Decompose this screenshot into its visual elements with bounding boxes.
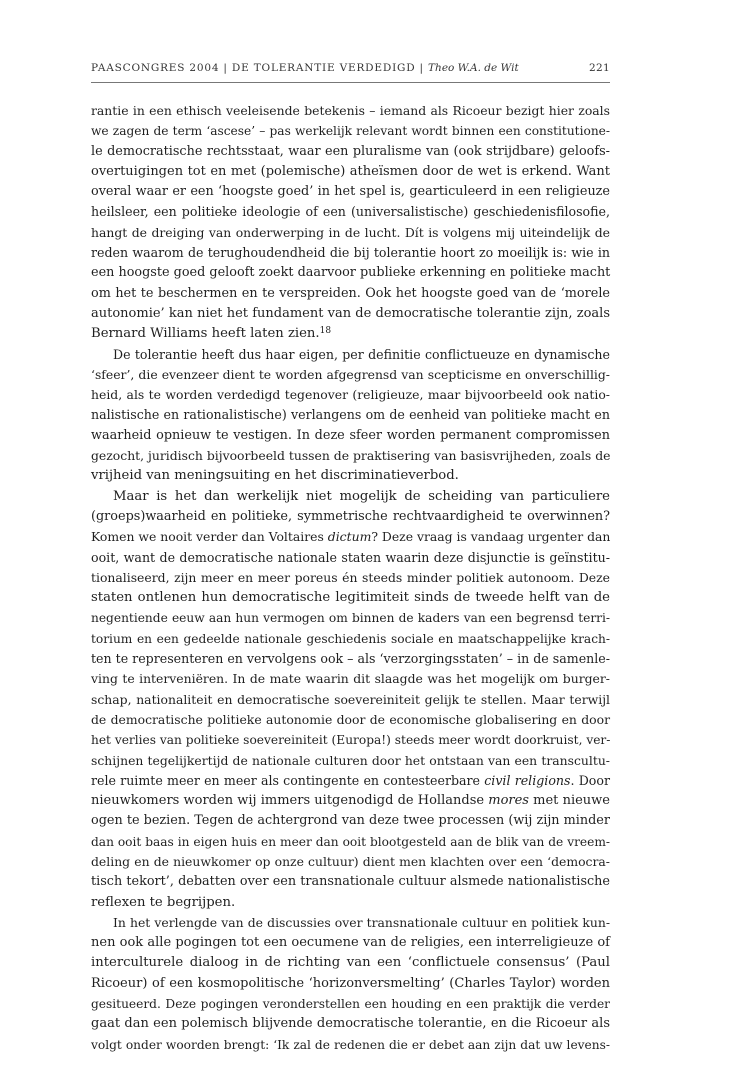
running-header — [91, 62, 610, 80]
text-line: ogen te bezien. Tegen de achtergrond van deze twee processen (wij zijn minder — [91, 813, 610, 829]
text-line: reden waarom de terughoudendheid die bij tolerantie hoort zo moeilijk is: wie in — [91, 245, 610, 261]
text-line: schijnen tegelijkertijd de nationale culturen door het ontstaan van een transcultu- — [91, 752, 610, 768]
text-line: vrijheid van meningsuiting en het discriminatieverbod. — [91, 468, 459, 484]
text-line: dan ooit baas in eigen huis en meer dan ooit blootgesteld aan de blik van de vreem- — [91, 834, 610, 849]
text-line: ving te interveniëren. In de mate waarin dit slaagde was het mogelijk om burger- — [91, 671, 610, 687]
text-line: om het te beschermen en te verspreiden. Ook het hoogste goed van de ‘morele — [91, 285, 610, 301]
header-rule — [91, 82, 610, 83]
text-line: Komen we nooit verder dan Voltaires dictum? Deze vraag is vandaag urgenter dan — [91, 529, 611, 545]
text-line: negentiende eeuw aan hun vermogen om binnen de kaders van een begrensd terri- — [91, 611, 610, 626]
text-line: autonomie’ kan niet het fundament van de democratische tolerantie zijn, zoals — [91, 305, 610, 321]
text-line: overal waar er een ‘hoogste goed’ in het spel is, gearticuleerd in een religieuze — [91, 184, 610, 200]
text-line: nen ook alle pogingen tot een oecumene van de religies, een interreligieuze of — [91, 935, 610, 951]
text-line: nalistische en rationalistische) verlangens om de eenheid van politieke macht en — [91, 407, 610, 423]
text-line: tionaliseerd, zijn meer en meer poreus én steeds minder politiek autonoom. Deze — [91, 569, 610, 585]
text-line: ooit, want de democratische nationale staten waarin deze disjunctie is geïnstitu- — [91, 549, 610, 565]
text-line: ten te representeren en vervolgens ook – als ‘verzorgingsstaten’ – in de samenle- — [91, 651, 610, 667]
text-line: torium en een gedeelde nationale geschiedenis sociale en maatschappelijke krach- — [91, 631, 610, 646]
text-line: gaat dan een polemisch blijvende democratische tolerantie, en die Ricoeur als — [91, 1016, 610, 1032]
footnote-ref[interactable]: 18 — [319, 326, 332, 337]
text-line: (groeps)waarheid en politieke, symmetrische rechtvaardigheid te overwinnen? — [91, 508, 610, 524]
text-line: ‘sfeer’, die evenzeer dient te worden afgegrensd van scepticisme en onverschillig- — [91, 366, 610, 382]
text-line: de democratische politieke autonomie door de economische globalisering en door — [91, 711, 610, 727]
text-line: heid, als te worden verdedigd tegenover (religieuze, maar bijvoorbeeld ook natio- — [91, 387, 610, 403]
italic-term: civil religions — [484, 772, 571, 788]
text-line: overtuigingen tot en met (polemische) atheïsmen door de wet is erkend. Want — [91, 163, 610, 179]
text-line: tisch tekort’, debatten over een transnationale cultuur alsmede nationalistische — [91, 874, 610, 890]
text-line: een hoogste goed gelooft zoekt daarvoor publieke erkenning en politieke macht — [91, 265, 611, 281]
text-line: we zagen de term ‘ascese’ – pas werkelijk relevant wordt binnen een constitutione- — [91, 124, 610, 139]
text-line: het verlies van politieke soevereiniteit (Europa!) steeds meer wordt doorkruist, ver- — [91, 733, 611, 748]
text-line: deling en de nieuwkomer op onze cultuur) dient men klachten over een ‘democra- — [91, 853, 610, 869]
text-line: gezocht, juridisch bijvoorbeeld tussen de praktisering van basisvrijheden, zoals de — [91, 448, 611, 464]
body-text — [91, 101, 610, 1055]
text-line: nieuwkomers worden wij immers uitgenodigd de Hollandse mores met nieuwe — [91, 793, 611, 809]
running-head: PAASCONGRES 2004 | DE TOLERANTIE VERDEDIGD | Theo W.A. de Wit — [91, 62, 519, 74]
text-line: interculturele dialoog in de richting van een ‘conflictuele consensus’ (Paul — [91, 955, 610, 971]
text-line: reflexen te begrijpen. — [91, 894, 236, 910]
text-line: rantie in een ethisch veeleisende betekenis – iemand als Ricoeur bezigt hier zoals — [91, 103, 610, 118]
text-line: volgt onder woorden brengt: ‘Ik zal de redenen die er debet aan zijn dat uw levens- — [91, 1037, 610, 1052]
text-line: De tolerantie heeft dus haar eigen, per definitie conflictueuze en dynamische — [113, 346, 610, 362]
text-line: hangt de dreiging van onderwerping in de lucht. Dít is volgens mij uiteindelijk de — [91, 224, 610, 240]
text-line: heilsleer, een politieke ideologie of een (universalistische) geschiedenisfilosofie, — [91, 204, 610, 220]
italic-term: mores — [488, 793, 529, 809]
text-line: staten ontlenen hun democratische legitimiteit sinds de tweede helft van de — [91, 590, 610, 606]
text-line: schap, nationaliteit en democratische soevereiniteit gelijk te stellen. Maar terwijl — [91, 691, 610, 707]
running-head-author: Theo W.A. de Wit — [428, 62, 519, 74]
italic-term: dictum — [327, 529, 372, 545]
text-line: Bernard Williams heeft laten zien.$^{18}$ — [91, 326, 332, 342]
text-line: rele ruimte meer en meer als contingente en contesteerbare civil religions. Door — [91, 772, 610, 788]
text-line: le democratische rechtsstaat, waar een pluralisme van (ook strijdbare) geloofs- — [91, 143, 610, 159]
text-line: Maar is het dan werkelijk niet mogelijk de scheiding van particuliere — [113, 488, 610, 504]
text-line: In het verlengde van de discussies over transnationale cultuur en politiek kun- — [113, 914, 610, 930]
text-line: Ricoeur) of een kosmopolitische ‘horizonversmelting’ (Charles Taylor) worden — [91, 975, 610, 991]
page-number: 221 — [589, 62, 610, 74]
text-line: waarheid opnieuw te vestigen. In deze sfeer worden permanent compromissen — [91, 427, 610, 443]
text-line: gesitueerd. Deze pogingen veronderstellen een houding en een praktijk die verder — [91, 997, 610, 1012]
